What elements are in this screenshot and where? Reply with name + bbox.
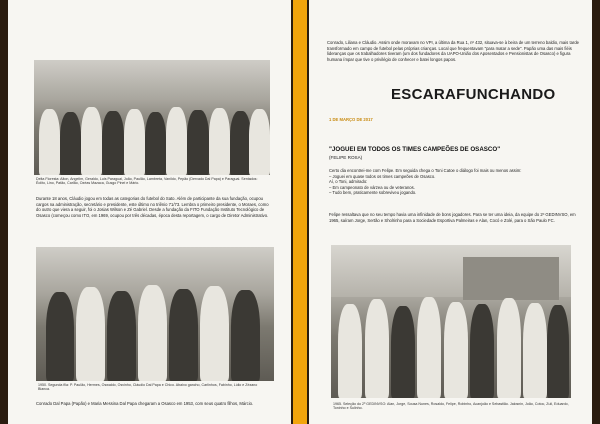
dialogue-line: – Em campeonato de várzea ou de veteranos. <box>329 184 415 190</box>
team-photo-3 <box>331 245 571 398</box>
team-photo-2 <box>36 247 274 381</box>
binding-spine <box>293 0 307 424</box>
right-page <box>309 0 592 424</box>
left-footer-text: Conrado Dal Papa (Papão) e Maria Messina Dal Papa chegaram a Osasco em 1953, com seus quatro filhos, Márcio. <box>36 401 254 406</box>
photo-1-caption: Delta Floresta: Alton, Angelim, Geraldo, Luis Paraguai, João, Paulão, Lambreta, Vanildo, Pepão (Dervado Dal Papa) e Paraguai. Sentados: Éolito, Lino, Patão, Carlão, Ozéas Mazaca, Gusgo Pinel e Mário. <box>36 177 258 186</box>
article-title: "JOGUEI EM TODOS OS TIMES CAMPEÕES DE OSASCO" <box>329 146 501 153</box>
dialogue-line: – Tudo bem, praticamente sobreviveu jogando. <box>329 190 417 196</box>
article-author: (FELIPE ROSA) <box>329 155 363 160</box>
dialogue-line: Certo dia encontrei-me com Felipe. Em seguida chega o Toni Catoe o diálogo foi mais ou menos assim: <box>329 168 522 173</box>
dialogue-line: Aí, o Toni, admirado: <box>329 179 368 185</box>
photo-3-caption: 1965. Seleção do 2º GEDINVSO: Alan, Jorge, Sousa Nunes, Rosaldo, Felipe, Robinho, Acanjoão e Sebastião. Jalosnin, João, Cotoc, Zuli, Eduardo, Toninho e Sulinho. <box>333 402 569 411</box>
team-photo-1 <box>34 60 270 175</box>
right-intro-text: Conrado, Liliana e Cláudio. Assim onde moravam no VPI, a última da Rua 1, nº 432, situava-se à beira de um terreno baldio, mais tarde transformado em campo de futebol pelas próprias crianças. Local que frequentavam "para matar a sede". Papão uma das mais fiéis lideranças que os trabalhadores tiveram (um dos fundadores da UAPO-União dos Aposentados e Pensionistas de Osasco) e figura humana ímpar que tive o privilégio de conhecer e batei longos papos. <box>327 40 579 62</box>
section-title: ESCARAFUNCHANDO <box>391 86 556 103</box>
left-page <box>8 0 291 424</box>
left-body-text: Durante 18 anos, Cláudio jogou em todas as categorias do futebol do Sato. Além de participante da sua fundação, ocupou cargos na administração, secretário e presidente, este último no triênio 71/73. Lembra o primeiro presidente, o Moraes, como do outro que viera a seguir, foi o Josias Wilson e Zé Gabriel. Desde a fundação da FITO Fundação Instituto Tecnológico de Osasco (começou como ITO, em 1969, ocupou por três décadas, época desta reportagem, o cargo de Diretor Administrativo. <box>36 196 269 218</box>
dialogue-line: – Joguei em quase todos os times campeões de Osasco. <box>329 173 436 179</box>
article-dialogue <box>329 168 581 196</box>
article-text-2: Felipe ressaltava que no seu tempo havia uma infinidade de bons jogadores. Para se ter uma ideia, da equipe do 2º GEDINVSO, em 1965, saíram Jorge, Sertão e Sholrinho para a Sociedade Esportiva Palmeiras e Alan, Cocó e Zolé, para o São Paulo FC. <box>329 212 576 223</box>
article-date: 1 DE MARÇO DE 2017 <box>329 117 373 122</box>
photo-2-caption: 1950. Segunda fila: P. Paulão, Hermes, Oswaldo, Osvinho, Cláudio Dal Papa e Chico. Abaixo gancho, Carlinhos, Fabinho, Lúlio e Zézano Bianca. <box>38 383 258 392</box>
